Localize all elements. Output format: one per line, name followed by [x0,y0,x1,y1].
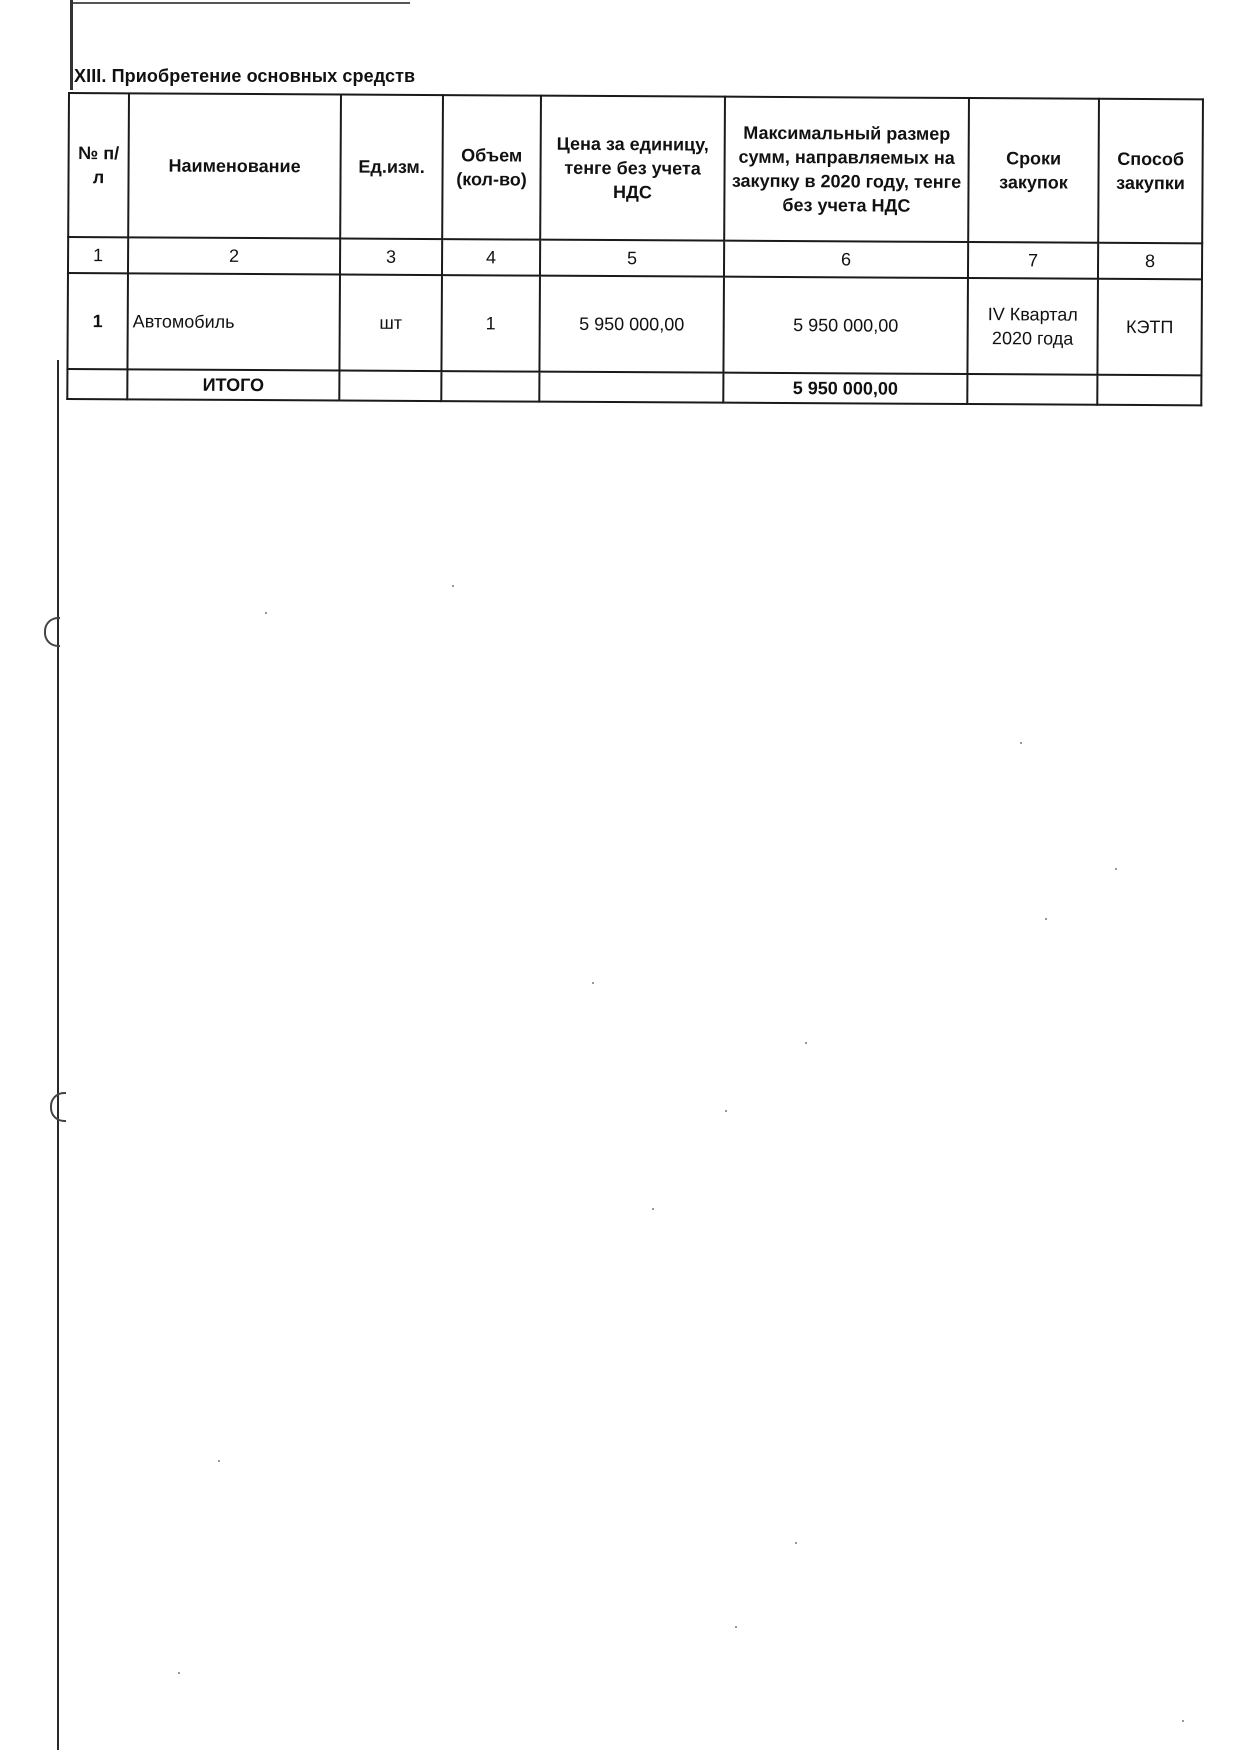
header-cell-quantity: Объем (кол-во) [442,95,541,240]
scan-speck [452,585,454,587]
row-number-cell: 1 [67,273,128,369]
scan-speck [1045,918,1047,920]
scan-speck [178,1672,180,1674]
header-cell-unit-price: Цена за единицу, тенге без учета НДС [540,96,725,241]
scan-edge-line [70,2,410,4]
method-cell: КЭТП [1097,279,1202,376]
scan-edge-line [70,0,73,90]
header-cell-number: № п/л [68,93,129,237]
column-number-cell: 4 [442,239,540,276]
quantity-cell: 1 [441,275,540,372]
scan-speck [265,612,267,614]
column-number-cell: 2 [128,237,340,274]
header-cell-method: Способ закупки [1098,99,1203,244]
scan-speck [725,1110,727,1112]
unit-cell: шт [339,275,442,372]
total-row [67,369,1201,405]
punch-hole-mark [44,617,60,647]
scan-speck [795,1542,797,1544]
total-empty-cell [441,371,539,402]
column-number-cell: 1 [68,237,128,273]
scan-speck [592,982,594,984]
header-cell-period: Сроки закупок [968,98,1099,243]
table-header-row [68,93,1203,243]
total-empty-cell [967,374,1097,405]
scan-speck [218,1460,220,1462]
column-number-cell: 8 [1098,243,1202,280]
scan-speck [1182,1720,1184,1722]
scan-speck [805,1042,807,1044]
scan-speck [1020,742,1022,744]
total-empty-cell [339,371,441,402]
column-number-cell: 3 [340,239,442,276]
item-name-cell: Автомобиль [127,273,340,370]
scan-edge-line [57,360,59,1750]
period-cell: IV Квартал 2020 года [967,278,1098,375]
header-cell-max-amount: Максимальный размер сумм, направляемых на закупку в 2020 году, тенге без учета НДС [724,97,969,242]
total-empty-cell [67,369,127,399]
unit-price-cell: 5 950 000,00 [539,276,724,373]
punch-hole-mark [50,1092,66,1122]
header-cell-unit: Ед.изм. [340,95,443,240]
column-number-cell: 6 [724,241,968,278]
table-row [67,273,1202,375]
scan-speck [735,1626,737,1628]
scan-speck [652,1208,654,1210]
column-number-cell: 7 [968,242,1098,279]
max-amount-cell: 5 950 000,00 [723,277,968,374]
total-amount-cell: 5 950 000,00 [723,373,967,404]
total-empty-cell [1097,375,1201,406]
header-cell-name: Наименование [128,93,341,238]
section-title: XIII. Приобретение основных средств [74,66,416,86]
column-number-cell: 5 [540,240,724,277]
total-label-cell: ИТОГО [127,369,339,400]
total-empty-cell [539,372,723,403]
scan-speck [1115,868,1117,870]
procurement-table [66,92,1204,406]
